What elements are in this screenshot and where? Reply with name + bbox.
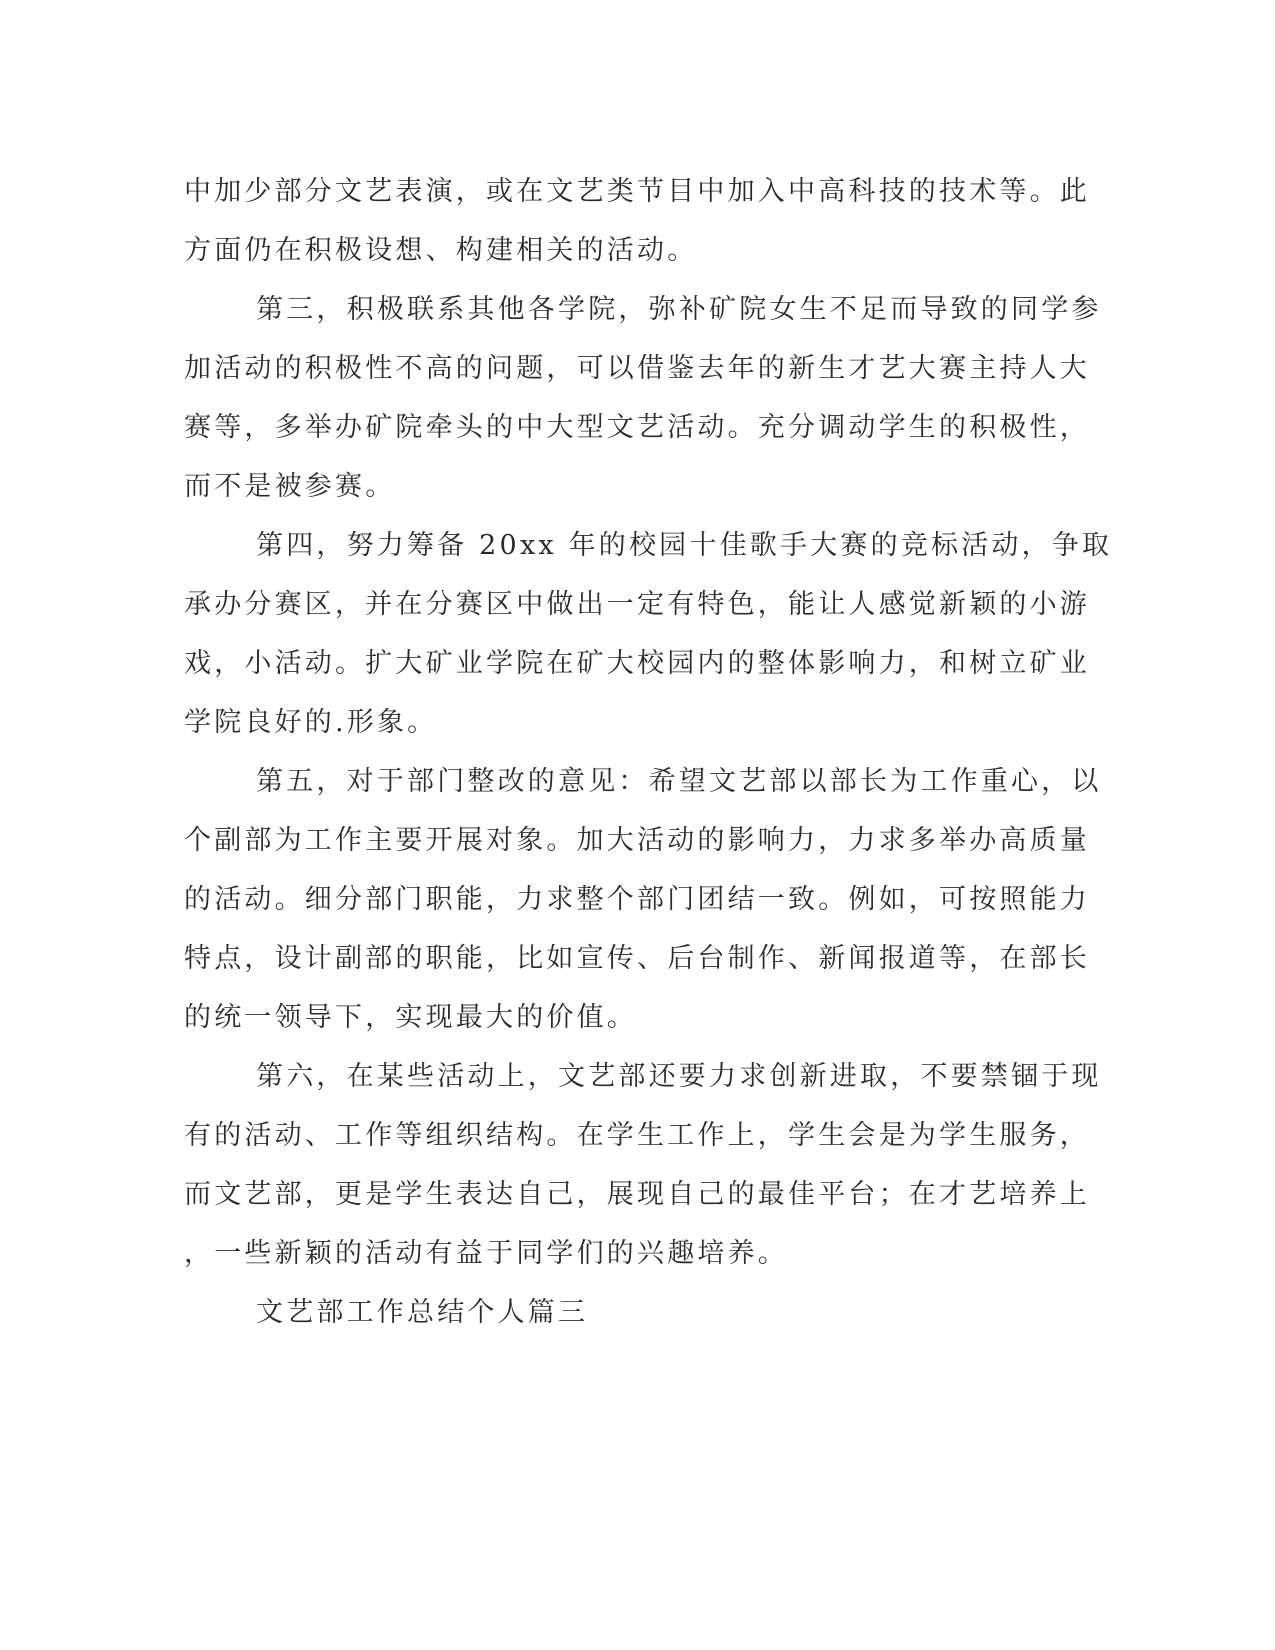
text-line: 而不是被参赛。 (184, 471, 396, 502)
text-line: 第三，积极联系其他各学院，弥补矿院女生不足而导致的同学参 (256, 294, 1102, 325)
text-line: 中加少部分文艺表演，或在文艺类节目中加入中高科技的技术等。此 (184, 176, 1090, 207)
text-line: 学院良好的.形象。 (184, 707, 438, 738)
text-line: 承办分赛区，并在分赛区中做出一定有特色，能让人感觉新颖的小游 (184, 589, 1090, 620)
paragraph-third (184, 280, 1102, 516)
text-line: 个副部为工作主要开展对象。加大活动的影响力，力求多举办高质量 (184, 825, 1090, 856)
text-line: 有的活动、工作等组织结构。在学生工作上，学生会是为学生服务， (184, 1120, 1090, 1151)
text-line: 赛等，多举办矿院牵头的中大型文艺活动。充分调动学生的积极性， (184, 412, 1090, 443)
section-heading (184, 1283, 1074, 1342)
text-line: 第四，努力筹备 20xx 年的校园十佳歌手大赛的竞标活动，争取 (256, 530, 1113, 561)
text-line: 方面仍在积极设想、构建相关的活动。 (184, 235, 698, 266)
text-line: 的统一领导下，实现最大的价值。 (184, 1002, 637, 1033)
paragraph-continuation (184, 162, 1090, 280)
heading-line: 文艺部工作总结个人篇三 (256, 1297, 589, 1328)
text-line: 戏，小活动。扩大矿业学院在矿大校园内的整体影响力，和树立矿业 (184, 648, 1090, 679)
text-line: 第六，在某些活动上，文艺部还要力求创新进取，不要禁锢于现 (256, 1061, 1102, 1092)
paragraph-fourth (184, 516, 1113, 752)
text-line: ，一些新颖的活动有益于同学们的兴趣培养。 (184, 1238, 788, 1269)
text-line: 特点，设计副部的职能，比如宣传、后台制作、新闻报道等，在部长 (184, 943, 1090, 974)
text-line: 而文艺部，更是学生表达自己，展现自己的最佳平台；在才艺培养上 (184, 1179, 1090, 1210)
text-line: 的活动。细分部门职能，力求整个部门团结一致。例如，可按照能力 (184, 884, 1090, 915)
text-line: 加活动的积极性不高的问题，可以借鉴去年的新生才艺大赛主持人大 (184, 353, 1090, 384)
paragraph-fifth (184, 752, 1102, 1047)
paragraph-sixth (184, 1047, 1102, 1283)
text-line: 第五，对于部门整改的意见：希望文艺部以部长为工作重心，以 (256, 766, 1102, 797)
document-body (184, 162, 1113, 1342)
